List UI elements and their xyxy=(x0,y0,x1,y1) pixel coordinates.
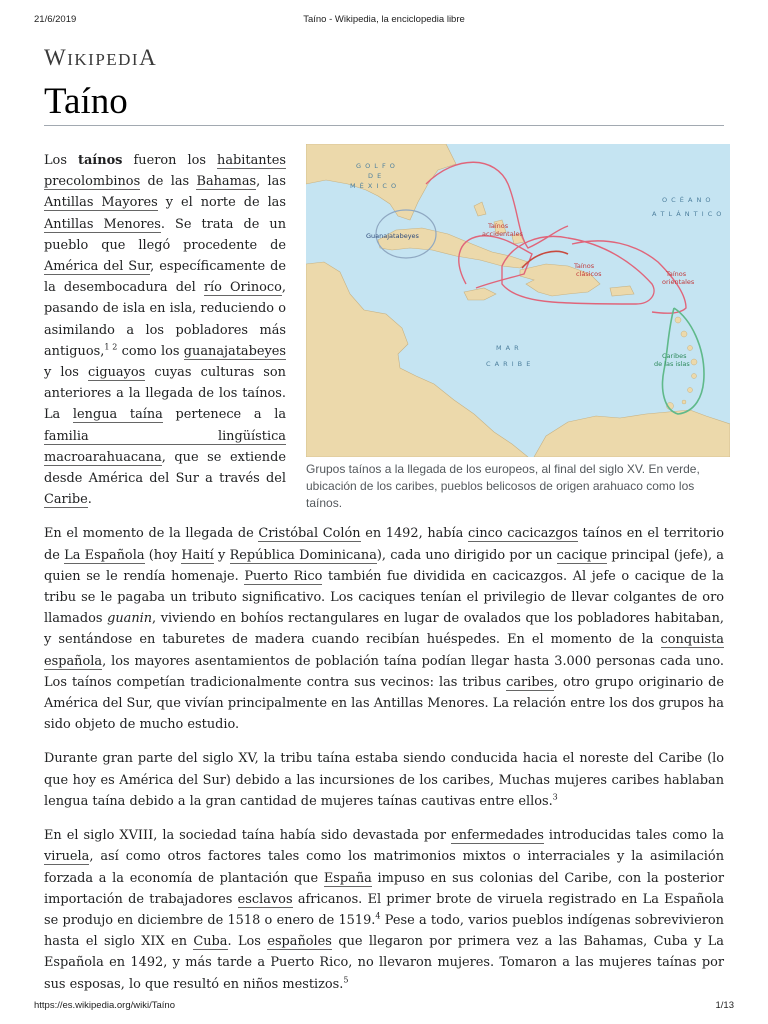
article-link[interactable]: Antillas Menores xyxy=(44,216,161,232)
article-link[interactable]: esclavos xyxy=(237,891,293,907)
article-link[interactable]: ciguayos xyxy=(88,365,146,381)
text-run: fueron los xyxy=(122,153,218,168)
article-link[interactable]: cacique xyxy=(556,547,608,563)
paragraph xyxy=(44,748,724,812)
label-tainos-or-2: orientales xyxy=(662,278,695,286)
text-run: cuyas culturas son anteriores a la llegada de los taínos. La xyxy=(44,365,286,423)
text-run: . Los xyxy=(227,934,268,950)
text-run: y el norte de las xyxy=(157,195,286,211)
label-mar: M A R xyxy=(496,344,520,352)
print-page-title: Taíno - Wikipedia, la enciclopedia libre xyxy=(303,14,465,25)
article-link[interactable]: Antillas Mayores xyxy=(44,195,158,211)
article-link[interactable]: España xyxy=(323,870,372,886)
figure xyxy=(298,144,730,512)
print-page-number: 1/13 xyxy=(715,1000,734,1011)
text-run: introducidas tales como la xyxy=(543,828,724,844)
text-run: (hoy xyxy=(144,547,182,563)
text-run: taínos en el territorio de xyxy=(44,526,725,563)
text-run: En el siglo XVIII, la sociedad taína había sido devastada por xyxy=(44,828,452,844)
caribbean-map-image[interactable] xyxy=(306,144,730,457)
label-tainos-clas-1: Taínos xyxy=(574,262,595,270)
text-run: como los xyxy=(117,343,184,359)
article-link[interactable]: Haití xyxy=(181,547,214,563)
bold-term: taínos xyxy=(78,153,123,168)
label-tainos-occ-1: Taínos xyxy=(488,222,509,230)
text-run: de las xyxy=(140,174,197,190)
text-run: , así como otros factores tales como los matrimonios mixtos o interraciales y la asimilación forzada a la economía de plantación que xyxy=(44,849,724,886)
text-run: , las xyxy=(256,174,286,190)
label-golfo: G O L F O xyxy=(356,162,396,170)
article-link[interactable]: habitantes precolombinos xyxy=(44,153,286,190)
article-link[interactable]: guanajatabeyes xyxy=(183,343,286,359)
text-run: . xyxy=(87,492,92,508)
print-url: https://es.wikipedia.org/wiki/Taíno xyxy=(34,1000,175,1011)
text-run: Los xyxy=(44,153,78,168)
text-run: , pasando de isla en isla, reduciendo o asimilando a los pobladores más antiguos, xyxy=(44,280,286,359)
text-run: , específicamente de la desembocadura del xyxy=(44,259,286,296)
label-mexico: M É X I C O xyxy=(350,182,398,190)
label-caribe-sea: C A R I B E xyxy=(486,360,532,368)
label-tainos-occ-2: accidentales xyxy=(482,230,523,238)
reference-link[interactable]: 4 xyxy=(375,911,381,921)
article-link[interactable]: cinco cacicazgos xyxy=(468,526,578,542)
article-link[interactable]: familia lingüística macroarahuacana xyxy=(44,428,286,465)
article-link[interactable]: conquista española xyxy=(44,632,724,669)
paragraph xyxy=(44,825,724,995)
article-link[interactable]: Cuba xyxy=(193,934,228,950)
reference-link[interactable]: 1 2 xyxy=(104,342,118,352)
article-link[interactable]: América del Sur xyxy=(44,259,151,275)
text-run: también fue dividida en cacicazgos. Al jefe o cacique de la tribu se le pagaba un tributo significativo. Los caciques tenían el privilegio de llevar colgantes de oro llamados xyxy=(44,568,724,627)
text-run: , viviendo en bohíos rectangulares en lugar de ovalados que los pobladores habitaban, y sentándose en taburetes de madera cuando recibían huéspedes. En el momento de la xyxy=(44,611,724,648)
article-link[interactable]: enfermedades xyxy=(451,828,544,844)
article-link[interactable]: río Orinoco xyxy=(203,280,282,296)
label-caribes-2: de las islas xyxy=(654,360,690,368)
article-link[interactable]: lengua taína xyxy=(72,407,163,423)
print-date: 21/6/2019 xyxy=(34,14,77,25)
wikipedia-wordmark[interactable]: WIKIPEDIA xyxy=(44,45,158,70)
text-run: principal (jefe), a quien se le rendía homenaje. xyxy=(44,547,724,584)
text-run: y los xyxy=(44,365,89,381)
label-tainos-or-1: Taínos xyxy=(666,270,687,278)
text-run: ), cada uno dirigido por un xyxy=(376,547,557,563)
article-link[interactable]: Caribe xyxy=(44,492,88,508)
label-atlantico: A T L Á N T I C O xyxy=(652,210,723,218)
text-run: , que se extiende desde América del Sur a través del xyxy=(44,449,286,487)
label-oceano: O C É A N O xyxy=(662,196,712,204)
article-link[interactable]: viruela xyxy=(44,849,90,865)
label-tainos-clas-2: clásicos xyxy=(576,270,602,278)
print-footer xyxy=(34,1000,734,1014)
italic-term: guanin xyxy=(107,611,153,627)
text-run: Durante gran parte del siglo XV, la tribu taína estaba siendo conducida hacia el noreste del Caribe (lo que hoy es América del Sur) debido a las incursiones de los caribes, Muchas mujeres caribes hablaban lengua taína debido a la gran cantidad de mujeres taínas cautivas entre ellos. xyxy=(44,751,724,809)
paragraph xyxy=(44,523,724,735)
text-run: . Se trata de un pueblo que llegó procedente de xyxy=(44,216,287,253)
label-de: D E xyxy=(368,172,383,180)
article-link[interactable]: Bahamas xyxy=(196,174,257,190)
figure-caption: Grupos taínos a la llegada de los europeos, al final del siglo XV. En verde, ubicación de los caribes, pueblos belicosos de origen arahuaco como los taínos. xyxy=(306,462,700,510)
article-link[interactable]: españoles xyxy=(267,934,332,950)
text-run: que llegaron por primera vez a las Bahamas, Cuba y La Española en 1492, y más tarde a Puerto Rico, no llevaron mujeres. Tomaron a las mujeres taínas por sus esposas, lo que resultó en niños mestizos. xyxy=(44,934,724,992)
text-run: pertenece a la xyxy=(162,407,287,423)
label-guanajatabeyes: Guanajatabeyes xyxy=(366,232,419,240)
article-link[interactable]: Puerto Rico xyxy=(244,568,323,584)
article-link[interactable]: República Dominicana xyxy=(229,547,377,563)
land-puerto-rico xyxy=(610,286,634,296)
text-run: , los mayores asentamientos de población taína podían llegar hasta 3.000 personas cada uno. Los taínos competían tradicionalmente contra sus vecinos: las tribus xyxy=(44,653,724,690)
page-title: Taíno xyxy=(44,81,128,122)
article-link[interactable]: caribes xyxy=(506,674,554,690)
text-run: Pese a todo, varios pueblos indígenas sobrevivieron hasta el siglo XIX en xyxy=(44,912,724,950)
label-caribes-1: Caribes xyxy=(662,352,687,360)
reference-link[interactable]: 5 xyxy=(343,975,349,985)
text-run: En el momento de la llegada de xyxy=(44,526,259,542)
print-header xyxy=(34,14,734,28)
text-run: y xyxy=(213,547,230,563)
title-divider xyxy=(44,125,724,126)
article-link[interactable]: Cristóbal Colón xyxy=(258,526,361,542)
reference-link[interactable]: 3 xyxy=(552,792,558,802)
text-run: , otro grupo originario de América del Sur, que vivían principalmente en las Antillas Menores. La relación entre los dos grupos ha sido objeto de mucho estudio. xyxy=(44,674,725,733)
text-run: impuso en sus colonias del Caribe, con la posterior importación de trabajadores xyxy=(44,870,724,907)
article-link[interactable]: La Española xyxy=(64,547,145,563)
text-run: africanos. El primer brote de viruela registrado en La Española se produjo en diciembre de 1518 o enero de 1519. xyxy=(44,891,725,928)
text-run: en 1492, había xyxy=(360,526,469,542)
article-content xyxy=(44,150,724,1008)
